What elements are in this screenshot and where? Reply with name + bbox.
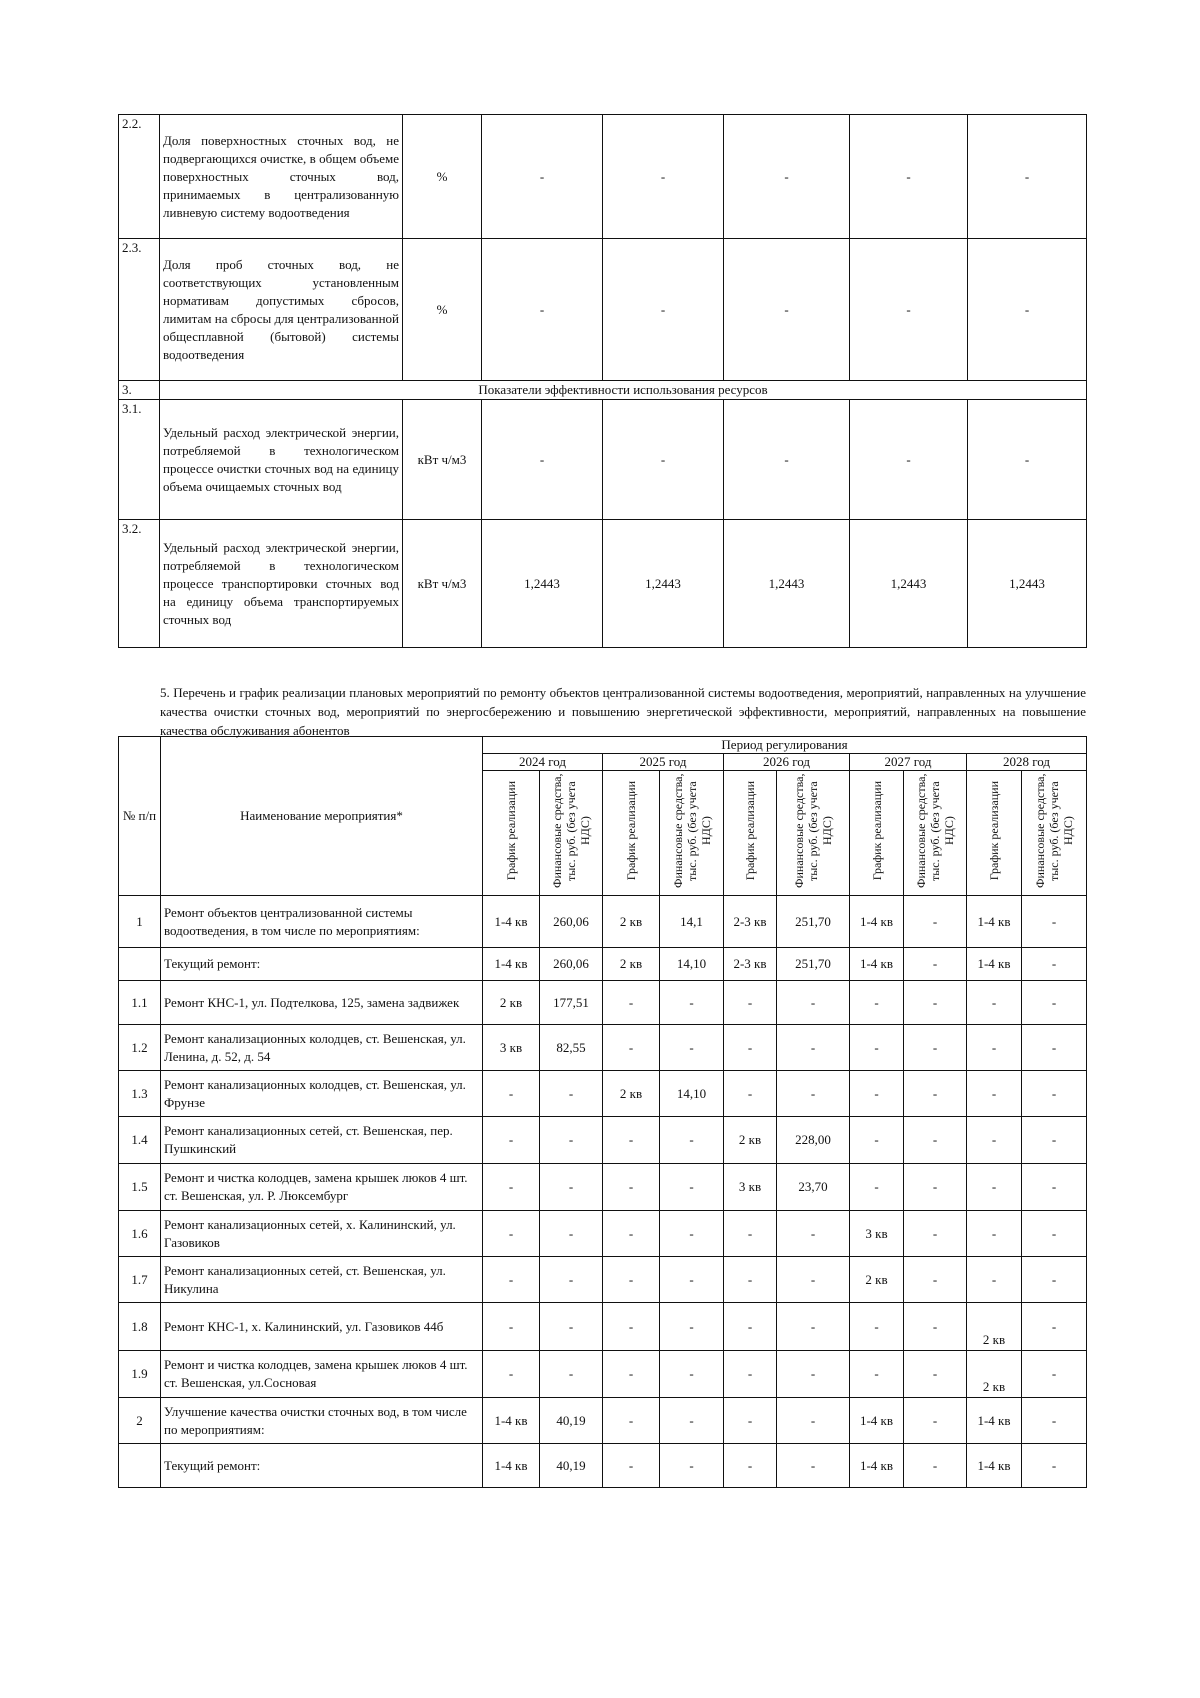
header-schedule [967, 771, 1022, 896]
finance-cell: - [660, 1164, 724, 1211]
finance-cell: 177,51 [540, 981, 603, 1025]
finance-cell: 14,10 [660, 948, 724, 981]
finance-cell: - [904, 948, 967, 981]
schedule-cell: - [724, 1303, 777, 1351]
schedule-cell: 3 кв [483, 1025, 540, 1071]
finance-cell: - [777, 1071, 850, 1117]
finance-cell: - [904, 1117, 967, 1164]
activity-name: Ремонт и чистка колодцев, замена крышек люков 4 шт. ст. Вешенская, ул. Р. Люксембург [161, 1164, 483, 1211]
indicator-unit: кВт ч/м3 [403, 520, 482, 648]
activity-row [119, 981, 1087, 1025]
finance-cell: - [904, 1398, 967, 1444]
indicator-name: Удельный расход электрической энергии, потребляемой в технологическом процессе очистки сточных вод на единицу объема очищаемых сточных вод [160, 400, 403, 520]
activity-name: Ремонт канализационных колодцев, ст. Вешенская, ул. Ленина, д. 52, д. 54 [161, 1025, 483, 1071]
schedule-cell: 1-4 кв [850, 1398, 904, 1444]
section-number: 3. [119, 381, 160, 400]
finance-cell: - [660, 1211, 724, 1257]
schedule-cell: - [850, 981, 904, 1025]
activity-row [119, 948, 1087, 981]
indicator-unit: % [403, 115, 482, 239]
header-label: График реализации [624, 781, 638, 881]
schedule-cell: 1-4 кв [850, 948, 904, 981]
indicator-value: - [850, 239, 968, 381]
indicator-value: - [850, 115, 968, 239]
finance-cell: - [1022, 896, 1087, 948]
activity-number: 2 [119, 1398, 161, 1444]
finance-cell: - [540, 1211, 603, 1257]
activity-number: 1.6 [119, 1211, 161, 1257]
finance-cell: - [777, 1025, 850, 1071]
finance-cell: - [1022, 1351, 1087, 1398]
finance-cell: - [904, 1164, 967, 1211]
schedule-cell: 3 кв [850, 1211, 904, 1257]
activity-row [119, 1211, 1087, 1257]
finance-cell: - [904, 1303, 967, 1351]
schedule-cell: - [603, 1211, 660, 1257]
activity-name: Ремонт канализационных колодцев, ст. Вешенская, ул. Фрунзе [161, 1071, 483, 1117]
header-finance [1022, 771, 1087, 896]
row-number: 2.3. [119, 239, 160, 381]
activity-number: 1.1 [119, 981, 161, 1025]
schedule-cell: 1-4 кв [967, 948, 1022, 981]
header-schedule [603, 771, 660, 896]
header-label: График реализации [869, 781, 884, 881]
indicator-value: 1,2443 [850, 520, 968, 648]
indicator-value: - [968, 400, 1087, 520]
finance-cell: - [1022, 1303, 1087, 1351]
finance-cell: - [1022, 1164, 1087, 1211]
finance-cell: - [1022, 1117, 1087, 1164]
activity-number: 1.2 [119, 1025, 161, 1071]
schedule-cell: - [483, 1164, 540, 1211]
activity-row [119, 1025, 1087, 1071]
finance-cell: - [777, 1303, 850, 1351]
activity-number [119, 948, 161, 981]
schedule-cell: 2 кв [603, 1071, 660, 1117]
finance-cell: - [1022, 1257, 1087, 1303]
schedule-cell: - [967, 1117, 1022, 1164]
finance-cell: - [904, 981, 967, 1025]
finance-cell: - [904, 896, 967, 948]
schedule-cell: - [603, 1164, 660, 1211]
finance-cell: - [777, 981, 850, 1025]
finance-cell: - [904, 1071, 967, 1117]
header-year: 2025 год [603, 754, 724, 771]
indicator-value: 1,2443 [968, 520, 1087, 648]
schedule-cell: 1-4 кв [967, 1444, 1022, 1488]
indicator-row [119, 115, 1087, 239]
activity-number [119, 1444, 161, 1488]
schedule-cell: 2 кв [483, 981, 540, 1025]
schedule-cell: - [967, 981, 1022, 1025]
finance-cell: - [1022, 948, 1087, 981]
header-num: № п/п [119, 737, 161, 896]
header-schedule [724, 771, 777, 896]
finance-cell: 23,70 [777, 1164, 850, 1211]
row-number: 2.2. [119, 115, 160, 239]
activity-name: Ремонт КНС-1, х. Калининский, ул. Газовиков 44б [161, 1303, 483, 1351]
activity-number: 1 [119, 896, 161, 948]
finance-cell: 40,19 [540, 1398, 603, 1444]
schedule-cell: 1-4 кв [967, 1398, 1022, 1444]
schedule-cell: - [483, 1211, 540, 1257]
schedule-cell: 1-4 кв [850, 896, 904, 948]
activity-name: Улучшение качества очистки сточных вод, в том числе по мероприятиям: [161, 1398, 483, 1444]
schedule-cell: 2 кв [603, 896, 660, 948]
header-period: Период регулирования [483, 737, 1087, 754]
finance-cell: - [1022, 1444, 1087, 1488]
schedule-cell: 2-3 кв [724, 948, 777, 981]
activities-table [118, 736, 1087, 1488]
indicator-value: - [482, 400, 603, 520]
activity-row [119, 1117, 1087, 1164]
activity-number: 1.8 [119, 1303, 161, 1351]
finance-cell: - [540, 1303, 603, 1351]
finance-cell: 260,06 [540, 948, 603, 981]
finance-cell: - [904, 1444, 967, 1488]
indicator-row [119, 239, 1087, 381]
finance-cell: 14,1 [660, 896, 724, 948]
schedule-cell: - [483, 1303, 540, 1351]
schedule-cell: 2 кв [724, 1117, 777, 1164]
activity-name: Текущий ремонт: [161, 1444, 483, 1488]
header-finance [777, 771, 850, 896]
finance-cell: 40,19 [540, 1444, 603, 1488]
header-label: Финансовые средства, тыс. руб. (без учета НДС) [1033, 773, 1076, 889]
activity-row [119, 1164, 1087, 1211]
header-label: График реализации [987, 781, 1001, 881]
finance-cell: 82,55 [540, 1025, 603, 1071]
finance-cell: - [540, 1164, 603, 1211]
schedule-cell: 1-4 кв [483, 1444, 540, 1488]
header-schedule [483, 771, 540, 896]
header-year: 2027 год [850, 754, 967, 771]
finance-cell: 228,00 [777, 1117, 850, 1164]
section-title: Показатели эффективности использования ресурсов [160, 381, 1087, 400]
schedule-cell: - [850, 1117, 904, 1164]
schedule-cell: - [967, 1025, 1022, 1071]
schedule-cell: - [603, 1351, 660, 1398]
schedule-cell: 3 кв [724, 1164, 777, 1211]
finance-cell: - [540, 1257, 603, 1303]
schedule-cell: - [603, 1025, 660, 1071]
schedule-cell: 2 кв [603, 948, 660, 981]
indicator-value: - [968, 115, 1087, 239]
activity-row [119, 1351, 1087, 1398]
schedule-cell: - [967, 1071, 1022, 1117]
schedule-cell: - [850, 1303, 904, 1351]
finance-cell: - [777, 1351, 850, 1398]
finance-cell: - [1022, 1071, 1087, 1117]
header-finance [660, 771, 724, 896]
activity-row [119, 896, 1087, 948]
header-label: График реализации [504, 781, 518, 881]
indicator-unit: кВт ч/м3 [403, 400, 482, 520]
activity-row [119, 1257, 1087, 1303]
activity-name: Ремонт канализационных сетей, х. Калининский, ул. Газовиков [161, 1211, 483, 1257]
schedule-cell: - [850, 1164, 904, 1211]
finance-cell: - [540, 1117, 603, 1164]
finance-cell: - [1022, 1398, 1087, 1444]
header-name: Наименование мероприятия* [161, 737, 483, 896]
schedule-cell: - [724, 1211, 777, 1257]
finance-cell: - [660, 1303, 724, 1351]
header-label: Финансовые средства, тыс. руб. (без учета НДС) [914, 773, 956, 889]
finance-cell: - [777, 1257, 850, 1303]
activity-name: Текущий ремонт: [161, 948, 483, 981]
schedule-cell: - [603, 1303, 660, 1351]
indicator-value: - [482, 115, 603, 239]
schedule-cell: - [724, 1398, 777, 1444]
indicator-value: - [724, 400, 850, 520]
activity-row [119, 1303, 1087, 1351]
schedule-cell: - [724, 1025, 777, 1071]
schedule-cell: 1-4 кв [483, 896, 540, 948]
schedule-cell: - [850, 1025, 904, 1071]
row-number: 3.1. [119, 400, 160, 520]
row-number: 3.2. [119, 520, 160, 648]
schedule-cell: 1-4 кв [967, 896, 1022, 948]
finance-cell: - [904, 1257, 967, 1303]
header-label: Финансовые средства, тыс. руб. (без учета НДС) [670, 773, 713, 889]
indicator-value: - [968, 239, 1087, 381]
schedule-cell: - [967, 1164, 1022, 1211]
schedule-cell: 1-4 кв [483, 948, 540, 981]
schedule-cell: - [603, 1444, 660, 1488]
finance-cell: - [904, 1211, 967, 1257]
schedule-cell: 2-3 кв [724, 896, 777, 948]
activity-number: 1.3 [119, 1071, 161, 1117]
header-year: 2028 год [967, 754, 1087, 771]
activity-name: Ремонт объектов централизованной системы водоотведения, в том числе по мероприятиям: [161, 896, 483, 948]
finance-cell: 260,06 [540, 896, 603, 948]
schedule-cell: - [724, 1444, 777, 1488]
finance-cell: - [904, 1351, 967, 1398]
section-heading: 5. Перечень и график реализации плановых мероприятий по ремонту объектов централизованной системы водоотведения, мероприятий, направленных на улучшение качества очистки сточных вод, мероприятий по энергосбережению и повышению энергетической эффективности, мероприятий, направленных на повышение качества обслуживания абонентов [160, 685, 1086, 738]
header-year: 2026 год [724, 754, 850, 771]
schedule-cell: - [483, 1071, 540, 1117]
schedule-cell: - [724, 1071, 777, 1117]
indicator-value: - [724, 115, 850, 239]
indicator-name: Доля проб сточных вод, не соответствующих установленным нормативам допустимых сбросов, лимитам на сбросы для централизованной общесплавной (бытовой) системы водоотведения [160, 239, 403, 381]
schedule-cell: - [603, 1257, 660, 1303]
schedule-cell: 2 кв [850, 1257, 904, 1303]
schedule-cell: 1-4 кв [483, 1398, 540, 1444]
indicator-value: - [850, 400, 968, 520]
finance-cell: - [660, 981, 724, 1025]
activity-name: Ремонт КНС-1, ул. Подтелкова, 125, замена задвижек [161, 981, 483, 1025]
finance-cell: - [660, 1025, 724, 1071]
schedule-cell: 2 кв [967, 1303, 1022, 1351]
finance-cell: - [1022, 1025, 1087, 1071]
indicator-value: 1,2443 [482, 520, 603, 648]
indicator-name: Удельный расход электрической энергии, потребляемой в технологическом процессе транспортировки сточных вод на единицу объема транспортируемых сточных вод [160, 520, 403, 648]
schedule-cell: - [483, 1257, 540, 1303]
finance-cell: - [660, 1117, 724, 1164]
finance-cell: - [777, 1211, 850, 1257]
header-finance [904, 771, 967, 896]
schedule-cell: - [967, 1257, 1022, 1303]
schedule-cell: - [724, 981, 777, 1025]
schedule-cell: - [483, 1351, 540, 1398]
activity-name: Ремонт канализационных сетей, ст. Вешенская, пер. Пушкинский [161, 1117, 483, 1164]
activity-number: 1.7 [119, 1257, 161, 1303]
header-row-period [119, 737, 1087, 754]
schedule-cell: 1-4 кв [850, 1444, 904, 1488]
finance-cell: 251,70 [777, 948, 850, 981]
schedule-cell: - [603, 1117, 660, 1164]
schedule-cell: - [850, 1071, 904, 1117]
activity-number: 1.5 [119, 1164, 161, 1211]
finance-cell: - [660, 1444, 724, 1488]
indicator-value: - [603, 239, 724, 381]
finance-cell: - [660, 1398, 724, 1444]
schedule-cell: - [724, 1257, 777, 1303]
indicators-table [118, 114, 1087, 648]
indicator-value: 1,2443 [603, 520, 724, 648]
schedule-cell: 2 кв [967, 1351, 1022, 1398]
schedule-cell: - [967, 1211, 1022, 1257]
header-label: Финансовые средства, тыс. руб. (без учета НДС) [550, 773, 592, 889]
indicator-row [119, 520, 1087, 648]
finance-cell: - [660, 1257, 724, 1303]
header-label: Финансовые средства, тыс. руб. (без учета НДС) [792, 773, 834, 889]
finance-cell: - [777, 1444, 850, 1488]
finance-cell: 251,70 [777, 896, 850, 948]
indicator-name: Доля поверхностных сточных вод, не подвергающихся очистке, в общем объеме поверхностных сточных вод, принимаемых в централизованную ливневую систему водоотведения [160, 115, 403, 239]
section-row [119, 381, 1087, 400]
indicator-row [119, 400, 1087, 520]
finance-cell: - [904, 1025, 967, 1071]
header-label: График реализации [743, 781, 757, 881]
activity-row [119, 1398, 1087, 1444]
finance-cell: - [777, 1398, 850, 1444]
activity-number: 1.9 [119, 1351, 161, 1398]
header-schedule [850, 771, 904, 896]
activity-name: Ремонт канализационных сетей, ст. Вешенская, ул. Никулина [161, 1257, 483, 1303]
indicator-value: - [724, 239, 850, 381]
indicator-value: 1,2443 [724, 520, 850, 648]
finance-cell: - [1022, 981, 1087, 1025]
schedule-cell: - [483, 1117, 540, 1164]
schedule-cell: - [603, 1398, 660, 1444]
finance-cell: - [540, 1071, 603, 1117]
finance-cell: - [540, 1351, 603, 1398]
finance-cell: - [1022, 1211, 1087, 1257]
schedule-cell: - [850, 1351, 904, 1398]
header-finance [540, 771, 603, 896]
activity-name: Ремонт и чистка колодцев, замена крышек люков 4 шт. ст. Вешенская, ул.Сосновая [161, 1351, 483, 1398]
activity-row [119, 1071, 1087, 1117]
header-year: 2024 год [483, 754, 603, 771]
activity-row [119, 1444, 1087, 1488]
finance-cell: 14,10 [660, 1071, 724, 1117]
indicator-value: - [603, 115, 724, 239]
schedule-cell: - [603, 981, 660, 1025]
activity-number: 1.4 [119, 1117, 161, 1164]
indicator-value: - [603, 400, 724, 520]
indicator-value: - [482, 239, 603, 381]
schedule-cell: - [724, 1351, 777, 1398]
finance-cell: - [660, 1351, 724, 1398]
indicator-unit: % [403, 239, 482, 381]
